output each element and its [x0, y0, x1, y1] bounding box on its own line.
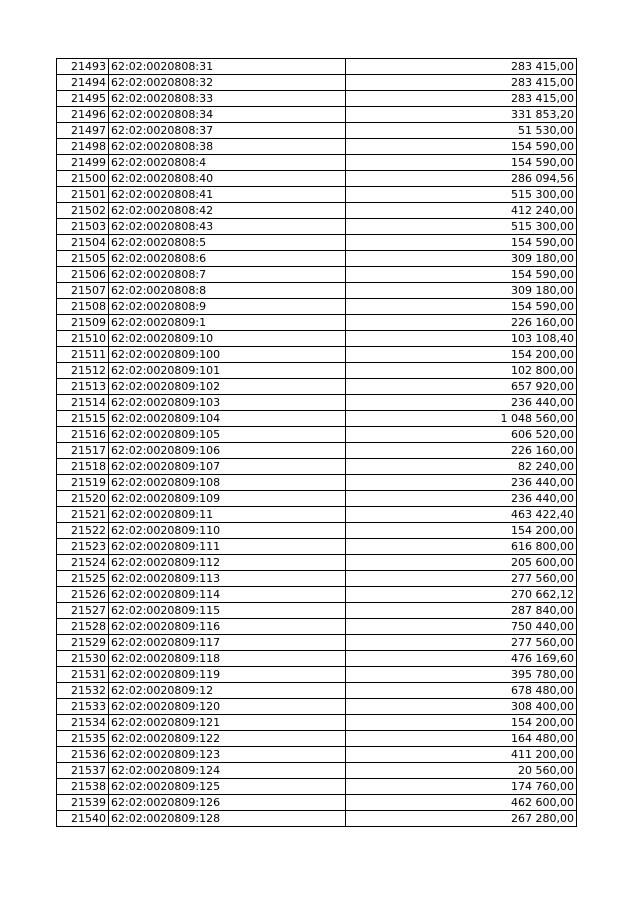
- cadastral-value-cell: 154 200,00: [346, 715, 577, 731]
- cadastral-value-cell: 51 530,00: [346, 123, 577, 139]
- cadastral-value-cell: 309 180,00: [346, 251, 577, 267]
- row-number-cell: 21533: [57, 699, 109, 715]
- row-number-cell: 21503: [57, 219, 109, 235]
- table-row: [57, 363, 577, 379]
- row-number-cell: 21532: [57, 683, 109, 699]
- cadastral-value-cell: 395 780,00: [346, 667, 577, 683]
- cadastral-value-cell: 309 180,00: [346, 283, 577, 299]
- table-row: [57, 203, 577, 219]
- cadastral-number-cell: 62:02:0020809:1: [109, 315, 346, 331]
- cadastral-value-cell: 102 800,00: [346, 363, 577, 379]
- cadastral-number-cell: 62:02:0020808:31: [109, 59, 346, 75]
- row-number-cell: 21517: [57, 443, 109, 459]
- table-row: [57, 779, 577, 795]
- cadastral-number-cell: 62:02:0020809:124: [109, 763, 346, 779]
- table-row: [57, 619, 577, 635]
- cadastral-number-cell: 62:02:0020809:113: [109, 571, 346, 587]
- cadastral-value-cell: 270 662,12: [346, 587, 577, 603]
- row-number-cell: 21502: [57, 203, 109, 219]
- row-number-cell: 21531: [57, 667, 109, 683]
- row-number-cell: 21540: [57, 811, 109, 827]
- cadastral-value-cell: 1 048 560,00: [346, 411, 577, 427]
- row-number-cell: 21508: [57, 299, 109, 315]
- row-number-cell: 21510: [57, 331, 109, 347]
- cadastral-value-cell: 283 415,00: [346, 59, 577, 75]
- table-row: [57, 219, 577, 235]
- cadastral-value-cell: 226 160,00: [346, 315, 577, 331]
- cadastral-number-cell: 62:02:0020809:100: [109, 347, 346, 363]
- cadastral-value-cell: 236 440,00: [346, 491, 577, 507]
- cadastral-number-cell: 62:02:0020809:121: [109, 715, 346, 731]
- table-row: [57, 603, 577, 619]
- row-number-cell: 21495: [57, 91, 109, 107]
- table-row: [57, 427, 577, 443]
- cadastral-number-cell: 62:02:0020808:42: [109, 203, 346, 219]
- table-row: [57, 283, 577, 299]
- row-number-cell: 21514: [57, 395, 109, 411]
- cadastral-number-cell: 62:02:0020809:104: [109, 411, 346, 427]
- row-number-cell: 21523: [57, 539, 109, 555]
- cadastral-number-cell: 62:02:0020808:5: [109, 235, 346, 251]
- row-number-cell: 21534: [57, 715, 109, 731]
- cadastral-number-cell: 62:02:0020808:33: [109, 91, 346, 107]
- table-row: [57, 235, 577, 251]
- cadastral-value-cell: 476 169,60: [346, 651, 577, 667]
- cadastral-number-cell: 62:02:0020808:32: [109, 75, 346, 91]
- cadastral-value-cell: 277 560,00: [346, 571, 577, 587]
- row-number-cell: 21521: [57, 507, 109, 523]
- cadastral-number-cell: 62:02:0020808:34: [109, 107, 346, 123]
- cadastral-number-cell: 62:02:0020809:107: [109, 459, 346, 475]
- cadastral-value-cell: 463 422,40: [346, 507, 577, 523]
- cadastral-number-cell: 62:02:0020809:105: [109, 427, 346, 443]
- table-row: [57, 299, 577, 315]
- row-number-cell: 21529: [57, 635, 109, 651]
- table-row: [57, 507, 577, 523]
- row-number-cell: 21505: [57, 251, 109, 267]
- cadastral-value-cell: 154 590,00: [346, 267, 577, 283]
- table-row: [57, 91, 577, 107]
- cadastral-value-cell: 267 280,00: [346, 811, 577, 827]
- cadastral-value-cell: 412 240,00: [346, 203, 577, 219]
- row-number-cell: 21538: [57, 779, 109, 795]
- cadastral-number-cell: 62:02:0020808:37: [109, 123, 346, 139]
- cadastral-value-cell: 154 590,00: [346, 299, 577, 315]
- cadastral-number-cell: 62:02:0020809:110: [109, 523, 346, 539]
- table-row: [57, 683, 577, 699]
- cadastral-value-cell: 331 853,20: [346, 107, 577, 123]
- cadastral-number-cell: 62:02:0020809:101: [109, 363, 346, 379]
- cadastral-value-table: [56, 58, 577, 827]
- cadastral-value-cell: 515 300,00: [346, 219, 577, 235]
- cadastral-value-cell: 20 560,00: [346, 763, 577, 779]
- table-row: [57, 699, 577, 715]
- cadastral-value-cell: 103 108,40: [346, 331, 577, 347]
- cadastral-number-cell: 62:02:0020809:109: [109, 491, 346, 507]
- row-number-cell: 21536: [57, 747, 109, 763]
- cadastral-number-cell: 62:02:0020809:111: [109, 539, 346, 555]
- row-number-cell: 21519: [57, 475, 109, 491]
- row-number-cell: 21516: [57, 427, 109, 443]
- cadastral-number-cell: 62:02:0020809:114: [109, 587, 346, 603]
- row-number-cell: 21518: [57, 459, 109, 475]
- cadastral-value-cell: 205 600,00: [346, 555, 577, 571]
- cadastral-value-cell: 174 760,00: [346, 779, 577, 795]
- table-row: [57, 267, 577, 283]
- cadastral-number-cell: 62:02:0020809:11: [109, 507, 346, 523]
- row-number-cell: 21530: [57, 651, 109, 667]
- table-row: [57, 315, 577, 331]
- table-row: [57, 59, 577, 75]
- row-number-cell: 21515: [57, 411, 109, 427]
- cadastral-number-cell: 62:02:0020809:10: [109, 331, 346, 347]
- cadastral-number-cell: 62:02:0020809:128: [109, 811, 346, 827]
- cadastral-value-cell: 277 560,00: [346, 635, 577, 651]
- row-number-cell: 21494: [57, 75, 109, 91]
- cadastral-number-cell: 62:02:0020808:38: [109, 139, 346, 155]
- cadastral-number-cell: 62:02:0020809:125: [109, 779, 346, 795]
- row-number-cell: 21539: [57, 795, 109, 811]
- cadastral-value-cell: 308 400,00: [346, 699, 577, 715]
- cadastral-number-cell: 62:02:0020809:126: [109, 795, 346, 811]
- cadastral-number-cell: 62:02:0020809:118: [109, 651, 346, 667]
- table-row: [57, 763, 577, 779]
- cadastral-value-cell: 154 590,00: [346, 139, 577, 155]
- row-number-cell: 21504: [57, 235, 109, 251]
- table-row: [57, 347, 577, 363]
- row-number-cell: 21526: [57, 587, 109, 603]
- table-row: [57, 491, 577, 507]
- table-row: [57, 411, 577, 427]
- table-row: [57, 459, 577, 475]
- table-row: [57, 651, 577, 667]
- cadastral-value-cell: 515 300,00: [346, 187, 577, 203]
- table-row: [57, 379, 577, 395]
- cadastral-value-cell: 283 415,00: [346, 91, 577, 107]
- cadastral-number-cell: 62:02:0020808:40: [109, 171, 346, 187]
- cadastral-value-cell: 606 520,00: [346, 427, 577, 443]
- row-number-cell: 21500: [57, 171, 109, 187]
- cadastral-value-cell: 154 590,00: [346, 235, 577, 251]
- table-row: [57, 139, 577, 155]
- row-number-cell: 21525: [57, 571, 109, 587]
- table-row: [57, 475, 577, 491]
- cadastral-number-cell: 62:02:0020808:8: [109, 283, 346, 299]
- table-row: [57, 331, 577, 347]
- row-number-cell: 21507: [57, 283, 109, 299]
- table-row: [57, 555, 577, 571]
- row-number-cell: 21499: [57, 155, 109, 171]
- cadastral-number-cell: 62:02:0020809:108: [109, 475, 346, 491]
- table-row: [57, 731, 577, 747]
- cadastral-value-cell: 657 920,00: [346, 379, 577, 395]
- cadastral-number-cell: 62:02:0020808:6: [109, 251, 346, 267]
- row-number-cell: 21520: [57, 491, 109, 507]
- row-number-cell: 21527: [57, 603, 109, 619]
- cadastral-value-cell: 287 840,00: [346, 603, 577, 619]
- table-row: [57, 587, 577, 603]
- cadastral-number-cell: 62:02:0020808:4: [109, 155, 346, 171]
- table-row: [57, 171, 577, 187]
- table-row: [57, 155, 577, 171]
- cadastral-value-cell: 154 590,00: [346, 155, 577, 171]
- cadastral-value-cell: 226 160,00: [346, 443, 577, 459]
- row-number-cell: 21513: [57, 379, 109, 395]
- row-number-cell: 21506: [57, 267, 109, 283]
- cadastral-number-cell: 62:02:0020808:7: [109, 267, 346, 283]
- cadastral-value-cell: 678 480,00: [346, 683, 577, 699]
- table-row: [57, 667, 577, 683]
- cadastral-number-cell: 62:02:0020809:120: [109, 699, 346, 715]
- cadastral-value-cell: 616 800,00: [346, 539, 577, 555]
- cadastral-value-cell: 154 200,00: [346, 347, 577, 363]
- cadastral-number-cell: 62:02:0020809:106: [109, 443, 346, 459]
- row-number-cell: 21496: [57, 107, 109, 123]
- table-row: [57, 123, 577, 139]
- cadastral-value-cell: 164 480,00: [346, 731, 577, 747]
- cadastral-value-cell: 82 240,00: [346, 459, 577, 475]
- cadastral-number-cell: 62:02:0020809:103: [109, 395, 346, 411]
- row-number-cell: 21509: [57, 315, 109, 331]
- cadastral-number-cell: 62:02:0020809:117: [109, 635, 346, 651]
- row-number-cell: 21511: [57, 347, 109, 363]
- cadastral-number-cell: 62:02:0020809:116: [109, 619, 346, 635]
- cadastral-value-cell: 236 440,00: [346, 395, 577, 411]
- table-row: [57, 811, 577, 827]
- table-row: [57, 523, 577, 539]
- cadastral-value-cell: 154 200,00: [346, 523, 577, 539]
- cadastral-number-cell: 62:02:0020809:112: [109, 555, 346, 571]
- cadastral-number-cell: 62:02:0020809:122: [109, 731, 346, 747]
- table-row: [57, 107, 577, 123]
- row-number-cell: 21498: [57, 139, 109, 155]
- row-number-cell: 21497: [57, 123, 109, 139]
- cadastral-value-cell: 236 440,00: [346, 475, 577, 491]
- cadastral-value-cell: 283 415,00: [346, 75, 577, 91]
- cadastral-number-cell: 62:02:0020808:9: [109, 299, 346, 315]
- cadastral-value-cell: 750 440,00: [346, 619, 577, 635]
- cadastral-number-cell: 62:02:0020809:12: [109, 683, 346, 699]
- table-row: [57, 795, 577, 811]
- cadastral-number-cell: 62:02:0020809:119: [109, 667, 346, 683]
- cadastral-number-cell: 62:02:0020809:123: [109, 747, 346, 763]
- cadastral-value-cell: 411 200,00: [346, 747, 577, 763]
- table-row: [57, 747, 577, 763]
- row-number-cell: 21512: [57, 363, 109, 379]
- table-row: [57, 539, 577, 555]
- cadastral-value-cell: 286 094,56: [346, 171, 577, 187]
- table-row: [57, 635, 577, 651]
- cadastral-number-cell: 62:02:0020808:43: [109, 219, 346, 235]
- row-number-cell: 21537: [57, 763, 109, 779]
- table-row: [57, 571, 577, 587]
- row-number-cell: 21493: [57, 59, 109, 75]
- row-number-cell: 21522: [57, 523, 109, 539]
- table-row: [57, 715, 577, 731]
- row-number-cell: 21524: [57, 555, 109, 571]
- row-number-cell: 21528: [57, 619, 109, 635]
- table-body: [57, 59, 577, 827]
- table-row: [57, 395, 577, 411]
- table-row: [57, 187, 577, 203]
- table-row: [57, 251, 577, 267]
- table-row: [57, 443, 577, 459]
- cadastral-number-cell: 62:02:0020809:115: [109, 603, 346, 619]
- cadastral-value-cell: 462 600,00: [346, 795, 577, 811]
- cadastral-number-cell: 62:02:0020808:41: [109, 187, 346, 203]
- table-row: [57, 75, 577, 91]
- row-number-cell: 21535: [57, 731, 109, 747]
- row-number-cell: 21501: [57, 187, 109, 203]
- cadastral-number-cell: 62:02:0020809:102: [109, 379, 346, 395]
